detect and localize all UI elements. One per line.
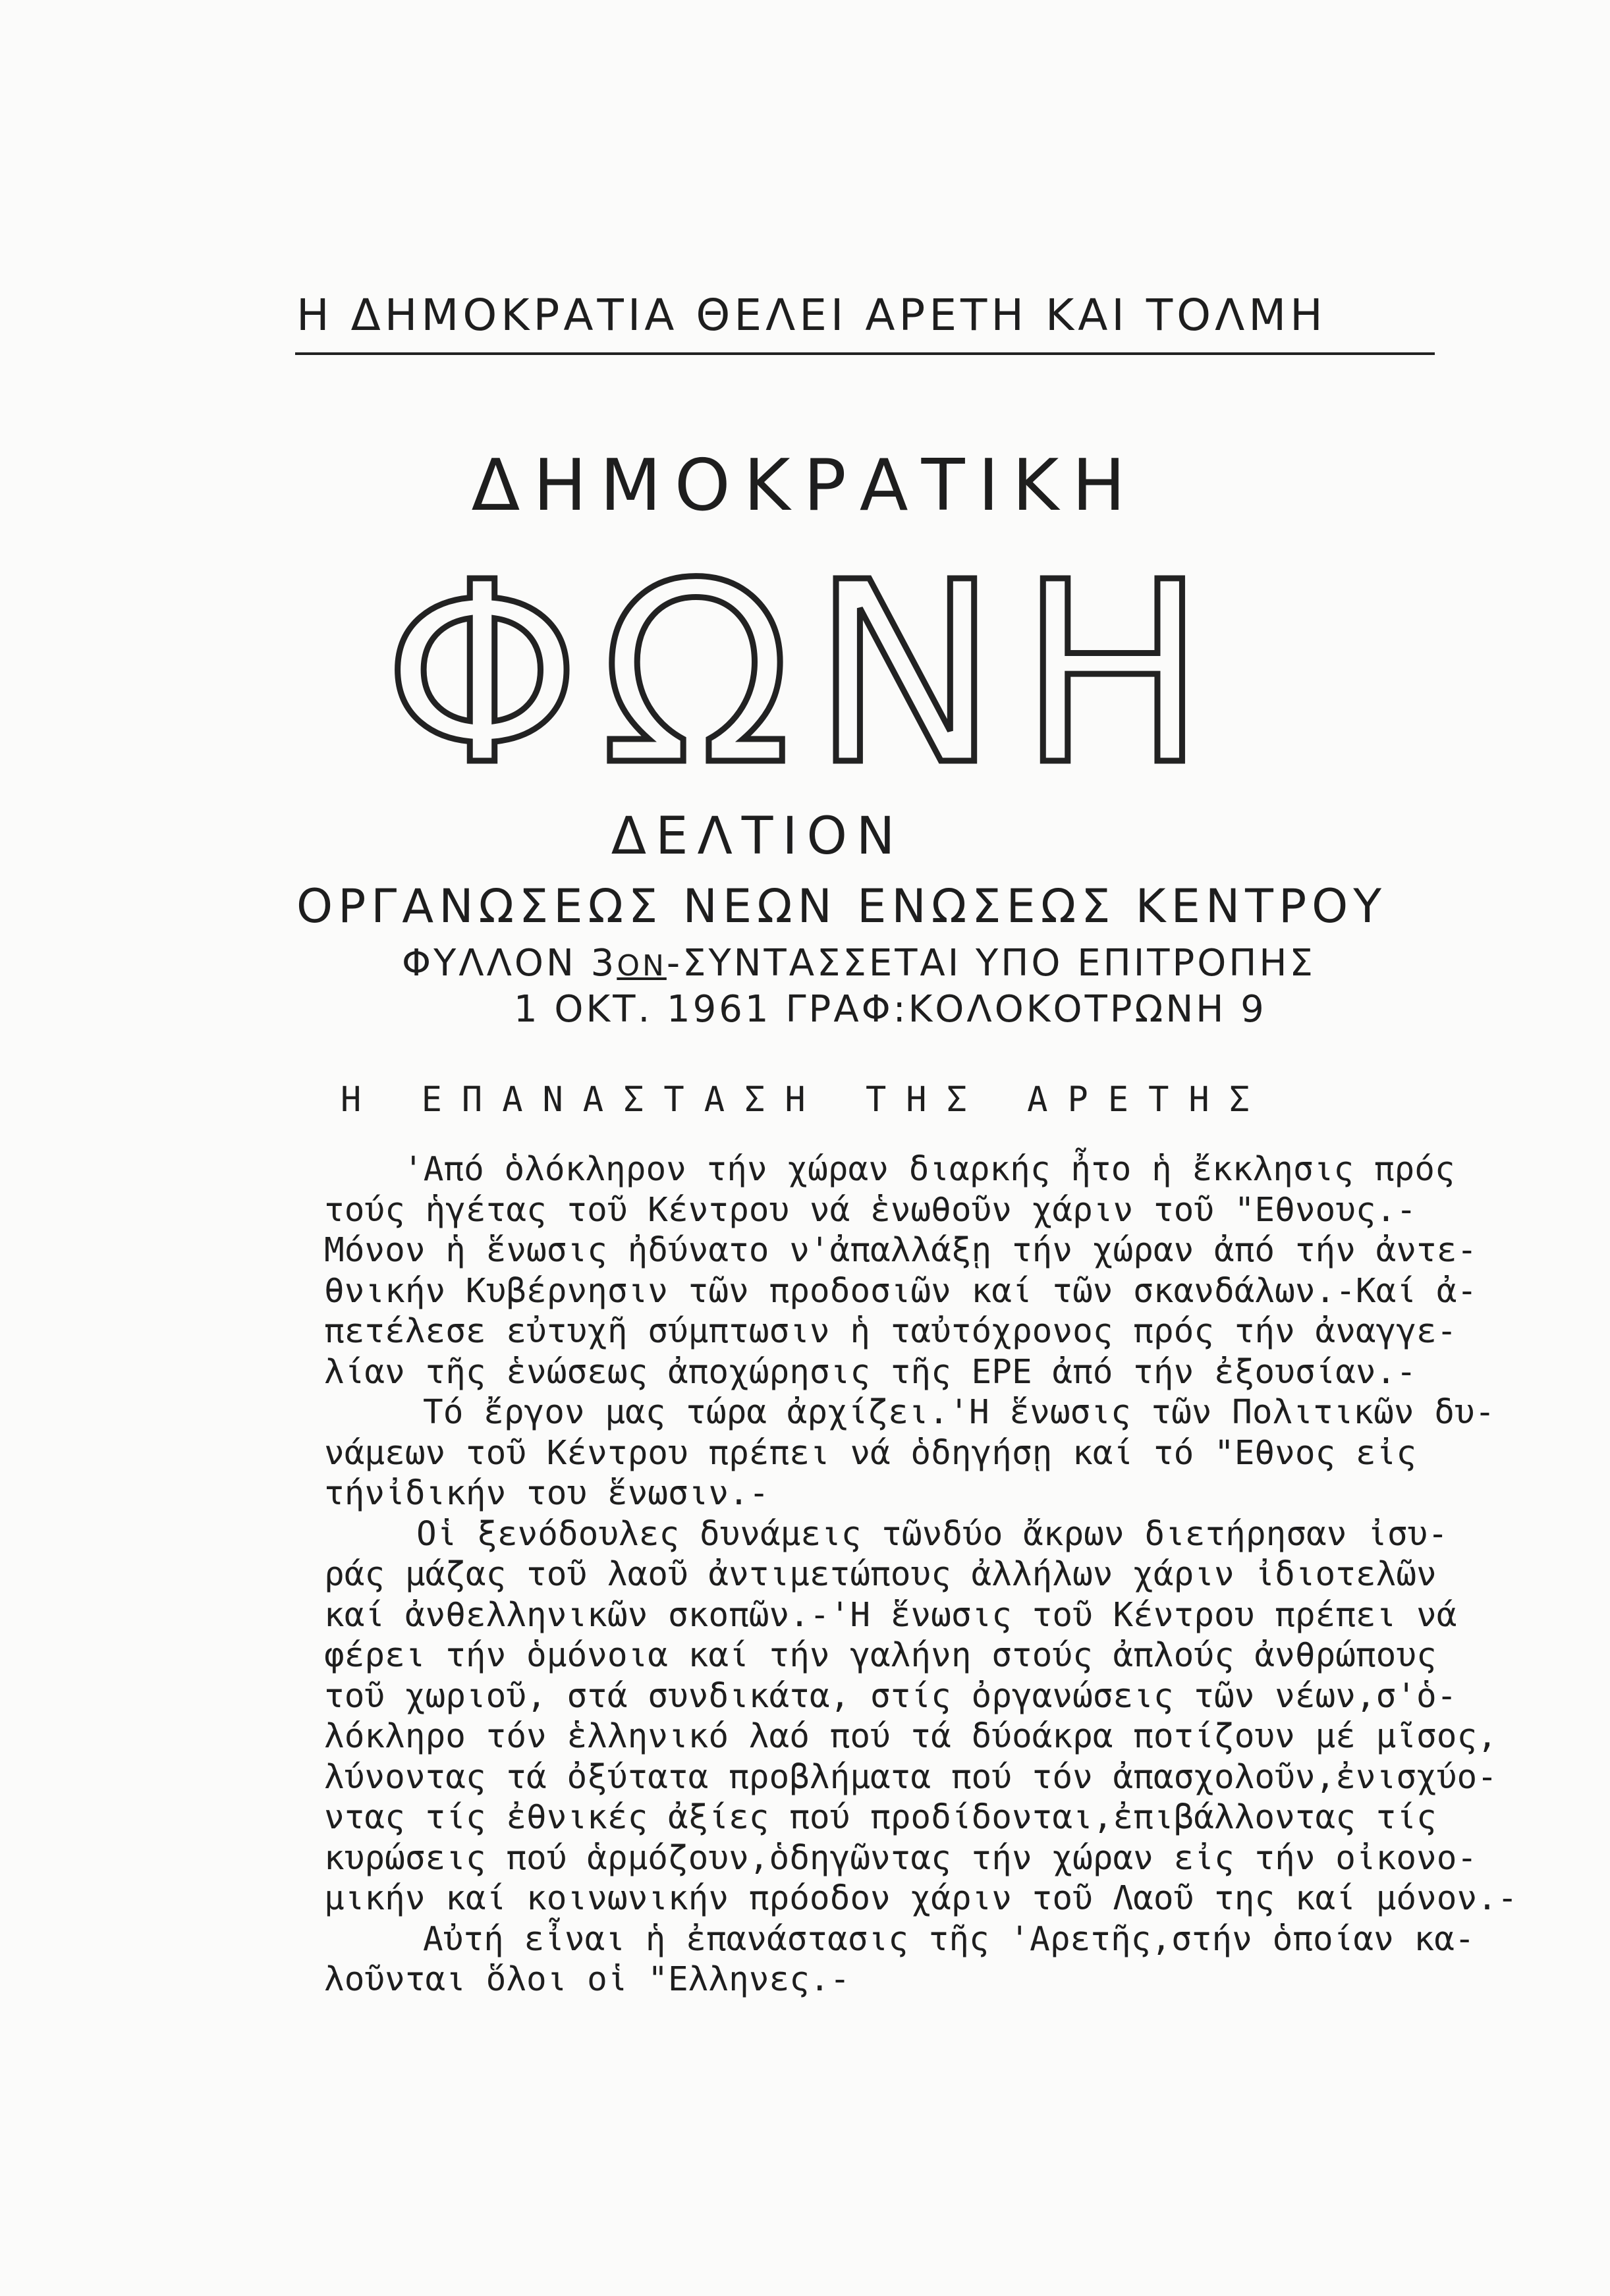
article-line: ράς μάζας τοῦ λαοῦ ἀντιμετώπους ἀλλήλων χάριν ἰδιοτελῶν [324, 1555, 1437, 1594]
organization-name: ΟΡΓΑΝΩΣΕΩΣ ΝΕΩΝ ΕΝΩΣΕΩΣ ΚΕΝΤΡΟΥ [296, 879, 1387, 933]
issue-date-address: 1 ΟΚΤ. 1961 ΓΡΑΦ:ΚΟΛΟΚΟΤΡΩΝΗ 9 [514, 988, 1267, 1031]
article-line: κυρώσεις πού ἁρμόζουν,ὁδηγῶντας τήν χώραν εἰς τήν οἰκονο- [324, 1838, 1478, 1878]
article-line: τοῦ χωριοῦ, στά συνδικάτα, στίς ὀργανώσεις τῶν νέων,σ'ὁ- [324, 1676, 1457, 1716]
article-line: λύνοντας τά ὀξύτατα προβλήματα πού τόν ἀπασχολοῦν,ἐνισχύο- [324, 1757, 1497, 1797]
article-line: νάμεων τοῦ Κέντρου πρέπει νά ὁδηγήσῃ καί τό "Εθνος εἰς [324, 1433, 1417, 1473]
article-line: θνικήν Κυβέρνησιν τῶν προδοσιῶν καί τῶν σκανδάλων.-Καί ἀ- [324, 1271, 1478, 1311]
article-line: 'Από ὁλόκληρον τήν χώραν διαρκής ἦτο ἡ ἔκκλησις πρός [403, 1150, 1455, 1189]
article-line: ντας τίς ἐθνικές ἀξίες πού προδίδονται,ἐπιβάλλοντας τίς [324, 1798, 1437, 1837]
article-title: Η ΕΠΑΝΑΣΤΑΣΗ ΤΗΣ ΑΡΕΤΗΣ [340, 1080, 1270, 1120]
article-line: λόκληρο τόν ἑλληνικό λαό πού τά δύοάκρα ποτίζουν μέ μῖσος, [324, 1717, 1497, 1756]
article-line: καί ἀνθελληνικῶν σκοπῶν.-'Η ἕνωσις τοῦ Κέντρου πρέπει νά [324, 1595, 1457, 1635]
article-line: λοῦνται ὅλοι οἱ "Ελληνες.- [324, 1960, 850, 1999]
article-line: μικήν καί κοινωνικήν πρόοδον χάριν τοῦ Λαοῦ της καί μόνον.- [324, 1879, 1518, 1918]
issue-line-1 [402, 942, 1316, 985]
bulletin-label: ΔΕΛΤΙΟΝ [611, 807, 904, 866]
motto: Η ΔΗΜΟΚΡΑΤΙΑ ΘΕΛΕΙ ΑΡΕΤΗ ΚΑΙ ΤΟΛΜΗ [296, 290, 1327, 341]
article-line: Αὐτή εἶναι ἡ ἐπανάστασις τῆς 'Αρετῆς,στήν ὁποίαν κα- [423, 1919, 1475, 1959]
article-line: τήνἰδικήν του ἕνωσιν.- [324, 1474, 769, 1513]
article-line: φέρει τήν ὁμόνοια καί τήν γαλήνη στούς ἀπλούς ἀνθρώπους [324, 1636, 1437, 1675]
masthead-outline-title [0, 547, 1610, 823]
article-body [324, 1149, 1518, 2000]
issue-number-suffix: ΟΝ [617, 949, 667, 983]
masthead-kicker: ΔΗΜΟΚΡΑΤΙΚΗ [471, 445, 1139, 527]
article-line: πετέλεσε εὐτυχῆ σύμπτωσιν ἡ ταὐτόχρονος πρός τήν ἀναγγε- [324, 1312, 1457, 1351]
masthead [0, 547, 1610, 823]
article-line: Οἱ ξενόδουλες δυνάμεις τῶνδύο ἄκρων διετήρησαν ἰσυ- [416, 1514, 1448, 1554]
issue-number-prefix: ΦΥΛΛΟΝ 3 [402, 942, 617, 985]
article-line: λίαν τῆς ἑνώσεως ἀποχώρησις τῆς ΕΡΕ ἀπό τήν ἐξουσίαν.- [324, 1352, 1417, 1392]
article-line: Τό ἔργον μας τώρα ἀρχίζει.'Η ἕνωσις τῶν Πολιτικῶν δυ- [423, 1393, 1495, 1432]
masthead-title: ΦΩΝΗ [383, 547, 1227, 820]
article-line: τούς ἡγέτας τοῦ Κέντρου νά ἑνωθοῦν χάριν τοῦ "Εθνους.- [324, 1190, 1417, 1230]
issue-editor-note: -ΣΥΝΤΑΣΣΕΤΑΙ ΥΠΟ ΕΠΙΤΡΟΠΗΣ [666, 942, 1316, 985]
motto-underline [295, 352, 1435, 355]
article-line: Μόνον ἡ ἕνωσις ἠδύνατο ν'ἀπαλλάξῃ τήν χώραν ἀπό τήν ἀντε- [324, 1231, 1478, 1270]
